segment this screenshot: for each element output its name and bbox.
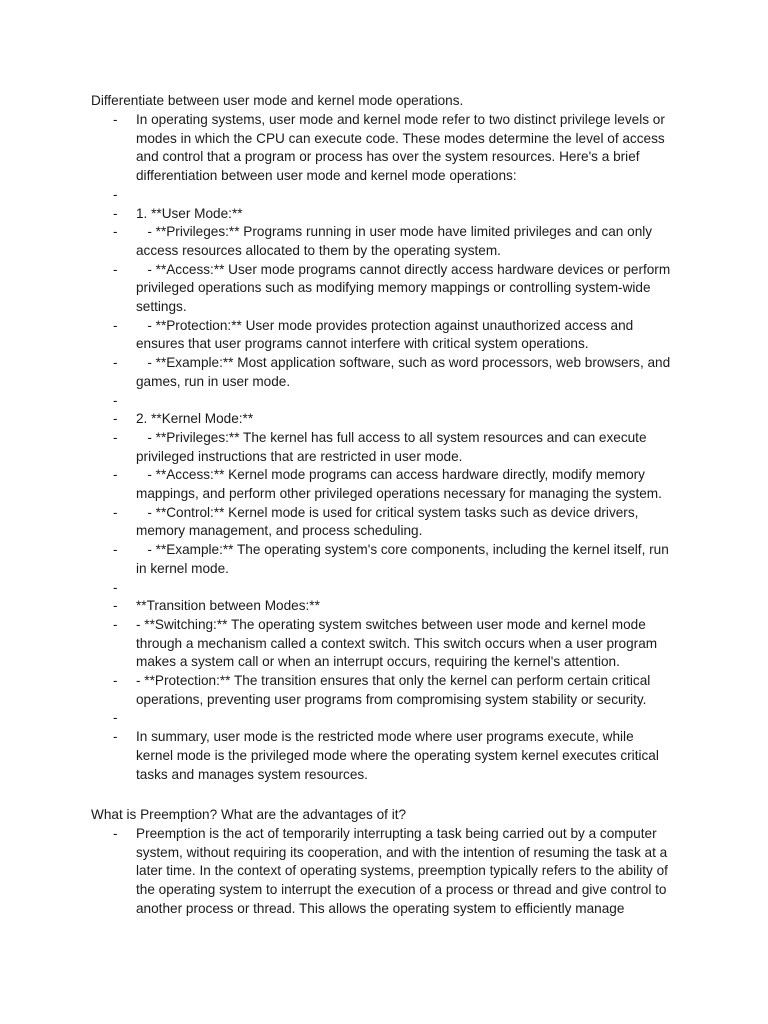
bullet-dash: - [113, 112, 118, 127]
bullet-dash: - [113, 411, 118, 427]
list-item [0, 579, 681, 598]
bullet-dash: - [113, 729, 118, 745]
question-heading: What is Preemption? What are the advantages of it? [91, 807, 407, 822]
bullet-dash: - [113, 355, 118, 371]
bullet-dash: - [113, 224, 118, 240]
list-item [0, 728, 681, 784]
list-item-text: In summary, user mode is the restricted mode where user programs execute, while kernel mode is the privileged mode where the operating system kernel executes critical tasks and manages system resources. [136, 729, 663, 782]
list-item-text: - **Access:** Kernel mode programs can access hardware directly, modify memory mappings, and perform other privileged operations necessary for managing the system. [136, 467, 662, 502]
bullet-dash: - [113, 542, 118, 558]
list-item [0, 429, 681, 466]
list-item-text: **Transition between Modes:** [136, 598, 320, 614]
bullet-dash: - [113, 598, 118, 614]
list-item [0, 597, 681, 616]
bullet-dash: - [113, 616, 118, 632]
bullet-dash: - [113, 429, 118, 445]
list-item [0, 709, 681, 728]
bullet-dash: - [113, 710, 118, 726]
list-item-text: - **Protection:** The transition ensures that only the kernel can perform certain critical operations, preventing user programs from compromising system stability or security. [136, 673, 655, 707]
list-item [0, 186, 681, 205]
list-item [0, 354, 681, 391]
list-item [0, 261, 681, 317]
bullet-dash: - [113, 317, 118, 333]
list-item [0, 466, 681, 503]
list-item [0, 317, 681, 354]
list-item-text: - **Switching:** The operating system switches between user mode and kernel mode through a mechanism called a context switch. This switch occurs when a user program makes a system call or when an interrupt occurs, requiring the kernel's attention. [136, 616, 661, 670]
bullet-dash: - [113, 504, 118, 520]
question-heading: Differentiate between user mode and kernel mode operations. [91, 93, 464, 108]
list-item-text: - **Example:** The operating system's core components, including the kernel itself, run in kernel mode. [136, 542, 673, 576]
list-item-text: - **Access:** User mode programs cannot directly access hardware devices or perform privileged operations such as modifying memory mappings or controlling system-wide settings. [136, 261, 674, 315]
bullet-dash: - [113, 673, 118, 689]
list-item [0, 223, 681, 260]
list-item-text: - **Control:** Kernel mode is used for critical system tasks such as device drivers, memory management, and process scheduling. [136, 504, 643, 539]
list-item [0, 504, 681, 541]
list-item [0, 111, 681, 186]
bullet-dash: - [113, 392, 118, 408]
list-item-text: - **Privileges:** The kernel has full access to all system resources and can execute privileged instructions that are restricted in user mode. [136, 429, 651, 464]
bullet-dash: - [113, 186, 118, 202]
list-item-text: - **Example:** Most application software, such as word processors, web browsers, and games, run in user mode. [136, 355, 674, 389]
list-item [0, 672, 681, 709]
list-item [0, 205, 681, 224]
bullet-dash: - [113, 579, 118, 595]
bullet-dash: - [113, 205, 118, 221]
list-item [0, 410, 681, 429]
list-item-text: In operating systems, user mode and kernel mode refer to two distinct privilege levels or modes in which the CPU can execute code. These modes determine the level of access and control that a program or process has over the system resources. Here's a brief differentiation between user mode and kernel mode operations: [136, 112, 669, 184]
bullet-dash: - [113, 467, 118, 483]
list-item [0, 541, 681, 578]
bullet-dash: - [113, 826, 118, 841]
list-item-text: - **Protection:** User mode provides protection against unauthorized access and ensures that user programs cannot interfere with critical system operations. [136, 317, 637, 352]
list-item [0, 392, 681, 411]
list-item-text: - **Privileges:** Programs running in user mode have limited privileges and can only access resources allocated to them by the operating system. [136, 224, 656, 258]
list-item [0, 616, 681, 672]
answer-list [0, 825, 682, 919]
list-item [0, 825, 682, 919]
answer-list [0, 111, 681, 784]
list-item-text: 1. **User Mode:** [136, 205, 243, 221]
bullet-dash: - [113, 261, 118, 277]
list-item-text: 2. **Kernel Mode:** [136, 411, 254, 427]
list-item-text: Preemption is the act of temporarily interrupting a task being carried out by a computer system, without requiring its cooperation, and with the intention of resuming the task at a later time. In the context of operating systems, preemption typically refers to the ability of the operating system to interrupt the execution of a process or thread and give control to another process or thread. This allows the operating system to efficiently manage [136, 826, 672, 916]
